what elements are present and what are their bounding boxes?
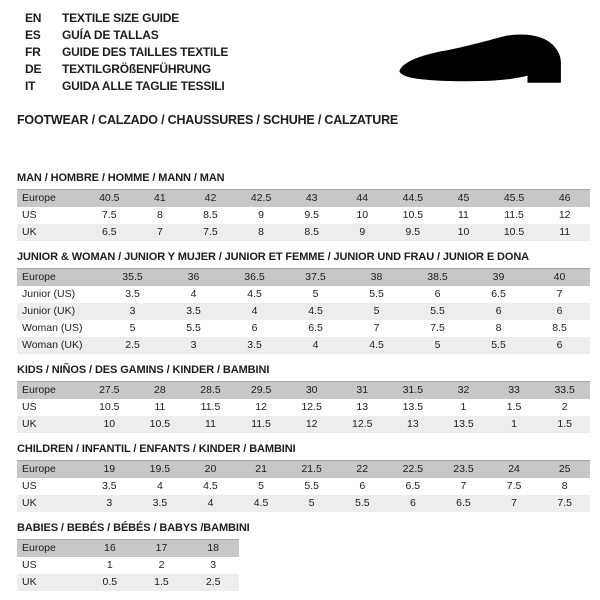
size-cell: 10.5 bbox=[489, 224, 540, 241]
size-cell: 11.5 bbox=[236, 416, 287, 433]
size-cell: 5 bbox=[258, 480, 264, 492]
size-cell: 5 bbox=[346, 303, 407, 320]
size-cell: 5.5 bbox=[369, 288, 384, 300]
size-cell: 1.5 bbox=[136, 574, 188, 591]
size-cell: 18 bbox=[187, 540, 239, 558]
table-row bbox=[17, 224, 590, 241]
table-row bbox=[17, 461, 590, 479]
dress-shoe-icon bbox=[398, 32, 570, 90]
language-label: GUÍA DE TALLAS bbox=[62, 27, 159, 42]
size-cell: 4.5 bbox=[247, 288, 262, 300]
table-row bbox=[17, 495, 590, 512]
size-cell: 22 bbox=[337, 461, 388, 479]
size-cell: 40 bbox=[529, 269, 590, 287]
size-cell: 25 bbox=[539, 461, 590, 479]
size-cell: 4 bbox=[190, 288, 197, 300]
size-cell: 17 bbox=[136, 540, 188, 558]
size-tables bbox=[17, 172, 590, 591]
table-row bbox=[17, 320, 590, 337]
language-code: IT bbox=[25, 78, 36, 93]
size-cell: 5 bbox=[286, 495, 337, 512]
section-title: KIDS / NIÑOS / DES GAMINS / KINDER / BAMBINI bbox=[17, 364, 270, 376]
size-cell: 2 bbox=[158, 559, 165, 571]
size-cell: 4.5 bbox=[203, 480, 218, 492]
size-section bbox=[17, 443, 590, 512]
section-title: JUNIOR & WOMAN / JUNIOR Y MUJER / JUNIOR ET FEMME / JUNIOR UND FRAU / JUNIOR E DONA bbox=[17, 251, 530, 263]
table-row bbox=[17, 399, 590, 416]
size-cell: 27.5 bbox=[84, 382, 135, 400]
size-cell: 3.5 bbox=[101, 480, 117, 492]
size-cell: 16 bbox=[84, 540, 136, 558]
size-cell: 4 bbox=[156, 480, 163, 492]
size-cell: 12 bbox=[558, 209, 571, 221]
row-label: Woman (US) bbox=[22, 322, 83, 334]
size-cell: 6 bbox=[434, 288, 441, 300]
size-cell: 4.5 bbox=[346, 337, 407, 354]
size-cell: 46 bbox=[539, 190, 590, 208]
size-cell: 32 bbox=[438, 382, 489, 400]
table-row bbox=[17, 286, 590, 303]
size-cell: 35.5 bbox=[102, 269, 163, 287]
language-row bbox=[25, 9, 600, 26]
size-cell: 3 bbox=[210, 559, 217, 571]
size-cell: 4.5 bbox=[236, 495, 287, 512]
size-cell: 2 bbox=[561, 401, 568, 413]
size-cell: 1 bbox=[106, 559, 113, 571]
size-cell: 5 bbox=[407, 337, 468, 354]
row-label: Europe bbox=[17, 540, 84, 558]
size-cell: 28 bbox=[135, 382, 186, 400]
size-cell: 45.5 bbox=[489, 190, 540, 208]
size-cell: 13 bbox=[356, 401, 369, 413]
size-cell: 6.5 bbox=[405, 480, 421, 492]
size-cell: 1.5 bbox=[506, 401, 522, 413]
size-cell: 44 bbox=[337, 190, 388, 208]
size-cell: 7 bbox=[556, 288, 563, 300]
category-line: FOOTWEAR / CALZADO / CHAUSSURES / SCHUHE / CALZATURE bbox=[17, 113, 399, 127]
size-cell: 7.5 bbox=[101, 209, 117, 221]
size-cell: 10 bbox=[84, 416, 135, 433]
row-label: UK bbox=[17, 495, 84, 512]
size-cell: 5 bbox=[129, 322, 136, 334]
size-cell: 43 bbox=[286, 190, 337, 208]
size-cell: 0.5 bbox=[84, 574, 136, 591]
size-cell: 12.5 bbox=[301, 401, 322, 413]
size-cell: 5.5 bbox=[407, 303, 468, 320]
size-cell: 11 bbox=[458, 209, 469, 221]
size-cell: 1 bbox=[489, 416, 540, 433]
size-cell: 6 bbox=[468, 303, 529, 320]
size-cell: 21.5 bbox=[286, 461, 337, 479]
size-cell: 3.5 bbox=[224, 337, 285, 354]
size-cell: 7 bbox=[135, 224, 186, 241]
size-cell: 23.5 bbox=[438, 461, 489, 479]
size-cell: 6 bbox=[359, 480, 366, 492]
size-section bbox=[17, 522, 590, 591]
size-cell: 12 bbox=[255, 401, 267, 413]
size-cell: 10 bbox=[438, 224, 489, 241]
table-row bbox=[17, 337, 590, 354]
size-cell: 19.5 bbox=[135, 461, 186, 479]
language-code: EN bbox=[25, 10, 42, 25]
size-cell: 24 bbox=[489, 461, 540, 479]
row-label: US bbox=[22, 480, 37, 492]
size-cell: 8 bbox=[561, 480, 568, 492]
size-cell: 5.5 bbox=[304, 480, 319, 492]
size-cell: 7.5 bbox=[430, 322, 445, 334]
size-cell: 9.5 bbox=[304, 209, 319, 221]
size-cell: 29.5 bbox=[236, 382, 287, 400]
size-cell: 44.5 bbox=[388, 190, 439, 208]
size-cell: 8.5 bbox=[286, 224, 337, 241]
size-cell: 6 bbox=[388, 495, 439, 512]
size-table bbox=[17, 539, 239, 591]
table-row bbox=[17, 269, 590, 287]
size-cell: 21 bbox=[236, 461, 287, 479]
size-cell: 39 bbox=[468, 269, 529, 287]
size-cell: 5.5 bbox=[468, 337, 529, 354]
table-row bbox=[17, 574, 239, 591]
table-row bbox=[17, 190, 590, 208]
size-cell: 38 bbox=[346, 269, 407, 287]
row-label: Woman (UK) bbox=[17, 337, 102, 354]
table-row bbox=[17, 207, 590, 224]
size-cell: 10.5 bbox=[99, 401, 120, 413]
language-code: FR bbox=[25, 44, 41, 59]
size-cell: 3 bbox=[84, 495, 135, 512]
language-label: GUIDE DES TAILLES TEXTILE bbox=[62, 44, 229, 59]
size-cell: 7.5 bbox=[506, 480, 522, 492]
language-code: ES bbox=[25, 27, 41, 42]
size-table bbox=[17, 189, 590, 241]
size-table bbox=[17, 460, 590, 512]
size-cell: 1 bbox=[460, 401, 467, 413]
size-cell: 45 bbox=[438, 190, 489, 208]
size-section bbox=[17, 172, 590, 241]
size-cell: 33.5 bbox=[539, 382, 590, 400]
row-label: US bbox=[22, 209, 37, 221]
size-cell: 3 bbox=[163, 337, 224, 354]
size-cell: 8.5 bbox=[552, 322, 567, 334]
size-cell: 12 bbox=[286, 416, 337, 433]
size-cell: 42 bbox=[185, 190, 236, 208]
section-title: CHILDREN / INFANTIL / ENFANTS / KINDER / BAMBINI bbox=[17, 443, 296, 455]
size-cell: 5 bbox=[312, 288, 319, 300]
table-row bbox=[17, 478, 590, 495]
row-label: UK bbox=[17, 224, 84, 241]
size-table bbox=[17, 268, 590, 354]
size-cell: 8.5 bbox=[203, 209, 218, 221]
size-cell: 13.5 bbox=[402, 401, 424, 413]
size-cell: 1.5 bbox=[539, 416, 590, 433]
size-cell: 28.5 bbox=[185, 382, 236, 400]
size-cell: 40.5 bbox=[84, 190, 135, 208]
size-cell: 7 bbox=[373, 322, 380, 334]
row-label: Junior (UK) bbox=[17, 303, 102, 320]
size-cell: 13.5 bbox=[438, 416, 489, 433]
table-row bbox=[17, 557, 239, 574]
row-label: Europe bbox=[17, 190, 84, 208]
size-cell: 5.5 bbox=[186, 322, 201, 334]
row-label: US bbox=[22, 559, 37, 571]
size-cell: 2.5 bbox=[187, 574, 239, 591]
size-cell: 9 bbox=[258, 209, 264, 221]
size-cell: 41 bbox=[135, 190, 186, 208]
size-cell: 30 bbox=[286, 382, 337, 400]
size-cell: 6 bbox=[251, 322, 258, 334]
size-cell: 11.5 bbox=[504, 209, 524, 221]
size-cell: 11 bbox=[539, 224, 590, 241]
size-cell: 38.5 bbox=[407, 269, 468, 287]
size-cell: 42.5 bbox=[236, 190, 287, 208]
size-cell: 4 bbox=[224, 303, 285, 320]
size-cell: 8 bbox=[495, 322, 502, 334]
size-cell: 36 bbox=[163, 269, 224, 287]
size-cell: 6.5 bbox=[308, 322, 323, 334]
size-cell: 4.5 bbox=[285, 303, 346, 320]
row-label: UK bbox=[17, 416, 84, 433]
size-cell: 8 bbox=[236, 224, 287, 241]
size-cell: 12.5 bbox=[337, 416, 388, 433]
size-cell: 6.5 bbox=[438, 495, 489, 512]
size-cell: 10 bbox=[356, 209, 369, 221]
row-label: US bbox=[22, 401, 37, 413]
size-cell: 31.5 bbox=[388, 382, 439, 400]
size-cell: 10.5 bbox=[135, 416, 186, 433]
size-cell: 9 bbox=[337, 224, 388, 241]
size-cell: 6.5 bbox=[84, 224, 135, 241]
size-cell: 3.5 bbox=[135, 495, 186, 512]
section-title: BABIES / BEBÉS / BÉBÉS / BABYS /BAMBINI bbox=[17, 522, 250, 534]
size-cell: 6 bbox=[529, 337, 590, 354]
size-cell: 6 bbox=[529, 303, 590, 320]
size-cell: 7 bbox=[489, 495, 540, 512]
section-title: MAN / HOMBRE / HOMME / MANN / MAN bbox=[17, 172, 225, 184]
row-label: UK bbox=[17, 574, 84, 591]
size-section bbox=[17, 364, 590, 433]
size-table bbox=[17, 381, 590, 433]
size-cell: 6.5 bbox=[491, 288, 506, 300]
size-cell: 31 bbox=[337, 382, 388, 400]
row-label: Junior (US) bbox=[22, 288, 76, 300]
size-cell: 11.5 bbox=[200, 401, 221, 413]
row-label: Europe bbox=[17, 269, 102, 287]
table-row bbox=[17, 382, 590, 400]
size-cell: 3 bbox=[102, 303, 163, 320]
size-section bbox=[17, 251, 590, 354]
size-cell: 10.5 bbox=[402, 209, 424, 221]
size-cell: 3.5 bbox=[125, 288, 140, 300]
size-cell: 7.5 bbox=[185, 224, 236, 241]
language-label: GUIDA ALLE TAGLIE TESSILI bbox=[62, 78, 225, 93]
size-cell: 4 bbox=[285, 337, 346, 354]
table-row bbox=[17, 303, 590, 320]
size-cell: 36.5 bbox=[224, 269, 285, 287]
row-label: Europe bbox=[17, 461, 84, 479]
size-cell: 7 bbox=[460, 480, 467, 492]
size-cell: 4 bbox=[185, 495, 236, 512]
language-label: TEXTILGRÖßENFÜHRUNG bbox=[62, 61, 211, 76]
size-cell: 19 bbox=[84, 461, 135, 479]
size-cell: 9.5 bbox=[388, 224, 439, 241]
table-row bbox=[17, 540, 239, 558]
size-cell: 20 bbox=[185, 461, 236, 479]
size-cell: 11 bbox=[154, 401, 166, 413]
size-cell: 11 bbox=[185, 416, 236, 433]
size-cell: 33 bbox=[489, 382, 540, 400]
size-cell: 3.5 bbox=[163, 303, 224, 320]
size-cell: 5.5 bbox=[337, 495, 388, 512]
table-row bbox=[17, 416, 590, 433]
size-cell: 13 bbox=[388, 416, 439, 433]
size-cell: 8 bbox=[156, 209, 163, 221]
size-cell: 7.5 bbox=[539, 495, 590, 512]
size-cell: 2.5 bbox=[102, 337, 163, 354]
language-code: DE bbox=[25, 61, 42, 76]
language-label: TEXTILE SIZE GUIDE bbox=[62, 10, 180, 25]
row-label: Europe bbox=[17, 382, 84, 400]
size-cell: 37.5 bbox=[285, 269, 346, 287]
size-cell: 22.5 bbox=[388, 461, 439, 479]
